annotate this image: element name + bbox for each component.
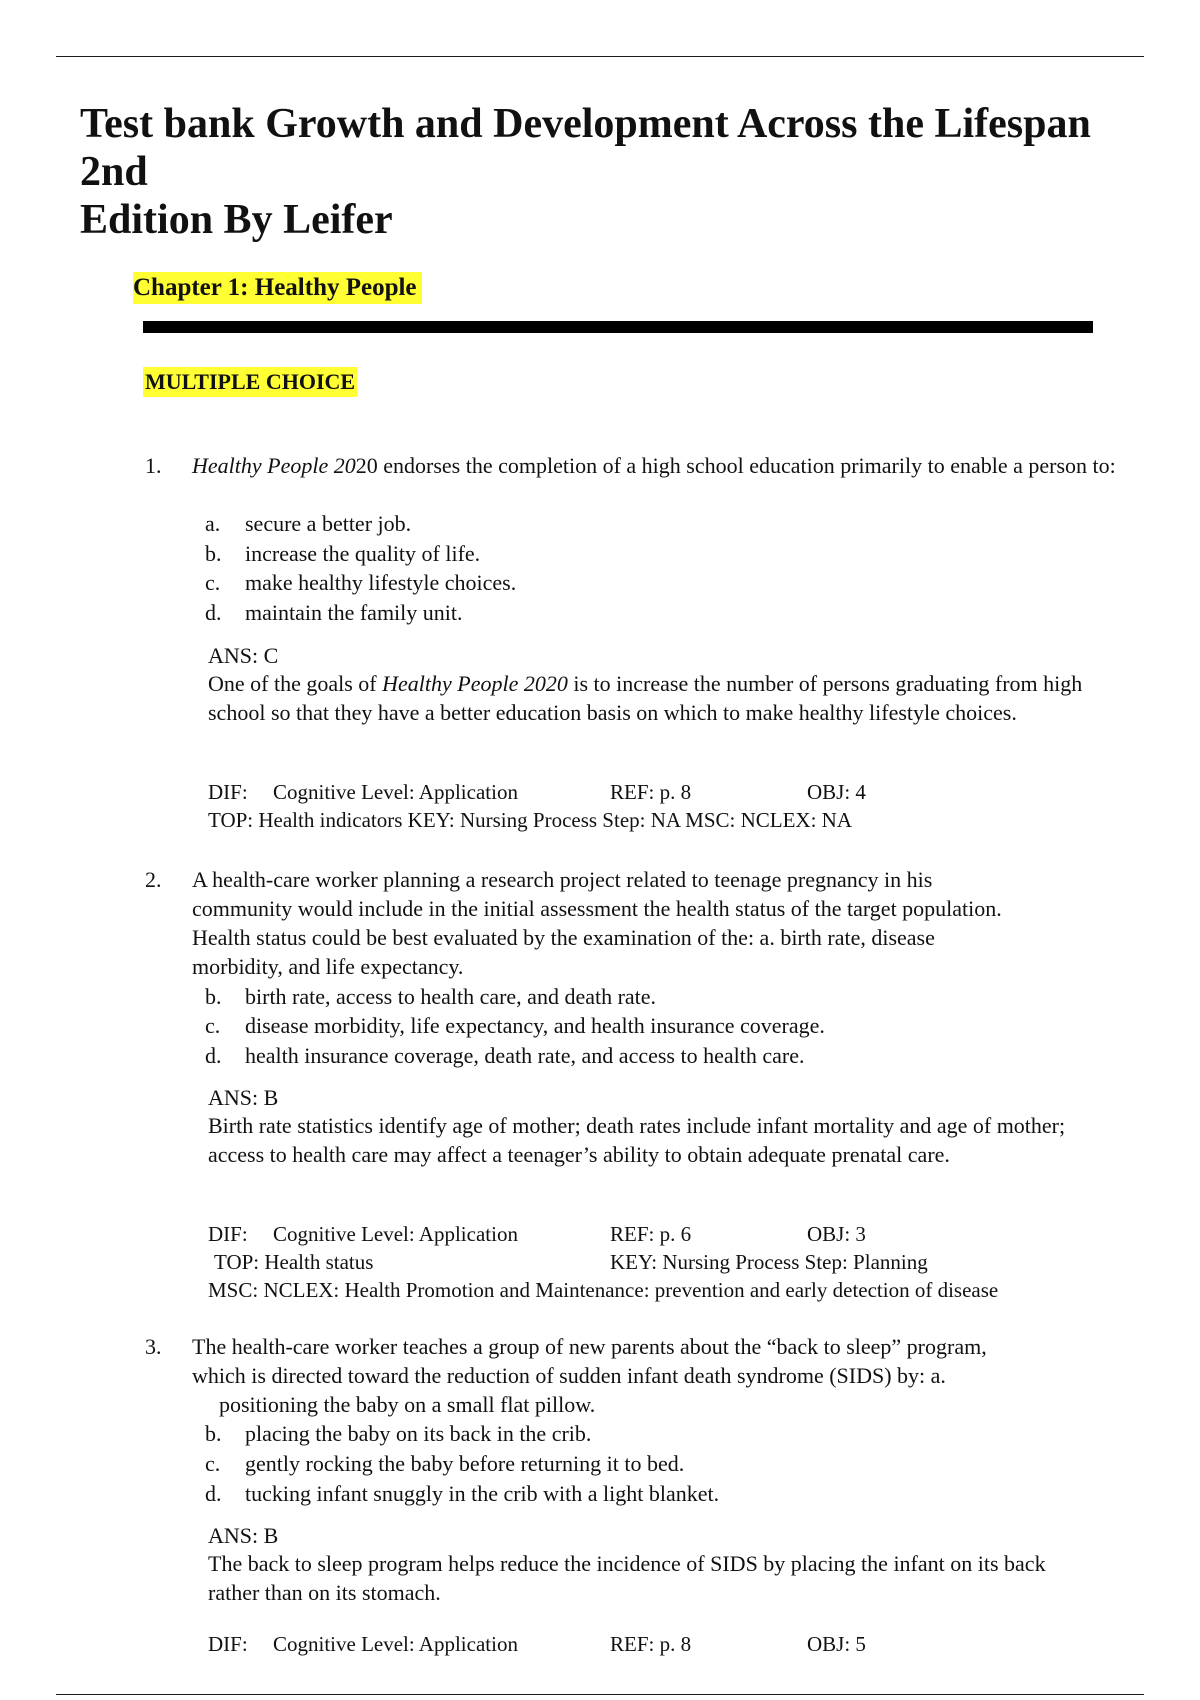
- option-a: positioning the baby on a small flat pillow.: [219, 1392, 596, 1417]
- difficulty: Cognitive Level: Application: [273, 1632, 518, 1656]
- reference: REF: p. 6: [610, 1222, 692, 1246]
- section-heading: MULTIPLE CHOICE: [143, 367, 357, 397]
- question-number: 3.: [145, 1334, 162, 1359]
- rationale: Birth rate statistics identify age of mother; death rates include infant mortality and age of mother; access to health care may affect a teenager’s ability to obtain adequate prenatal care.: [208, 1113, 1066, 1167]
- option-d: d. maintain the family unit.: [205, 600, 463, 625]
- difficulty: Cognitive Level: Application: [273, 780, 518, 804]
- answer: ANS: B: [208, 1085, 279, 1110]
- question-number: 2.: [145, 867, 162, 892]
- dif-label: DIF:: [208, 780, 248, 804]
- document-title: Test bank Growth and Development Across the Lifespan 2nd Edition By Leifer: [80, 101, 1091, 243]
- bottom-rule: [56, 1694, 1144, 1695]
- option-d: d. tucking infant snuggly in the crib with a light blanket.: [205, 1481, 720, 1506]
- objective: OBJ: 4: [807, 780, 866, 804]
- msc: MSC: NCLEX: Health Promotion and Maintenance: prevention and early detection of disease: [208, 1278, 999, 1302]
- option-b: b. birth rate, access to health care, and death rate.: [205, 984, 657, 1009]
- top-rule: [56, 56, 1144, 57]
- dif-label: DIF:: [208, 1632, 248, 1656]
- option-b: b. placing the baby on its back in the crib.: [205, 1421, 592, 1446]
- stem-text: 20 endorses the completion of a high school education primarily to enable a person to:: [355, 453, 1116, 478]
- rationale: The back to sleep program helps reduce the incidence of SIDS by placing the infant on its back rather than on its stomach.: [208, 1551, 1046, 1605]
- option-b: b. increase the quality of life.: [205, 541, 481, 566]
- dif-label: DIF:: [208, 1222, 248, 1246]
- question-number: 1.: [145, 453, 162, 478]
- difficulty: Cognitive Level: Application: [273, 1222, 518, 1246]
- reference: REF: p. 8: [610, 1632, 692, 1656]
- option-a: a. secure a better job.: [205, 511, 412, 536]
- rationale: One of the goals of Healthy People 2020 is to increase the number of persons graduating from high school so that they have a better education basis on which to make healthy lifestyle choices.: [208, 671, 1083, 725]
- option-c: c. disease morbidity, life expectancy, and health insurance coverage.: [205, 1013, 825, 1038]
- objective: OBJ: 3: [807, 1222, 866, 1246]
- question-stem: The health-care worker teaches a group of new parents about the “back to sleep” program, which is directed toward the reduction of sudden infant death syndrome (SIDS) by: a.: [192, 1334, 987, 1388]
- answer: ANS: C: [208, 643, 279, 668]
- stem-italic: Healthy People 20: [192, 453, 356, 478]
- chapter-divider: [143, 321, 1093, 333]
- reference: REF: p. 8: [610, 780, 692, 804]
- question-stem: [192, 451, 1122, 480]
- question-stem: A health-care worker planning a research project related to teenage pregnancy in his community would include in the initial assessment the health status of the target population. Health status could be best evaluated by the examination of the: a. birth rate, disease morbidity, and life expectancy.: [192, 867, 1002, 979]
- option-c: c. gently rocking the baby before returning it to bed.: [205, 1451, 685, 1476]
- topic-key-msc: TOP: Health indicators KEY: Nursing Process Step: NA MSC: NCLEX: NA: [208, 808, 852, 832]
- objective: OBJ: 5: [807, 1632, 866, 1656]
- option-c: c. make healthy lifestyle choices.: [205, 570, 517, 595]
- option-d: d. health insurance coverage, death rate, and access to health care.: [205, 1043, 805, 1068]
- chapter-heading: Chapter 1: Healthy People: [133, 272, 422, 304]
- answer: ANS: B: [208, 1523, 279, 1548]
- topic: TOP: Health status: [214, 1250, 374, 1274]
- key: KEY: Nursing Process Step: Planning: [610, 1250, 928, 1274]
